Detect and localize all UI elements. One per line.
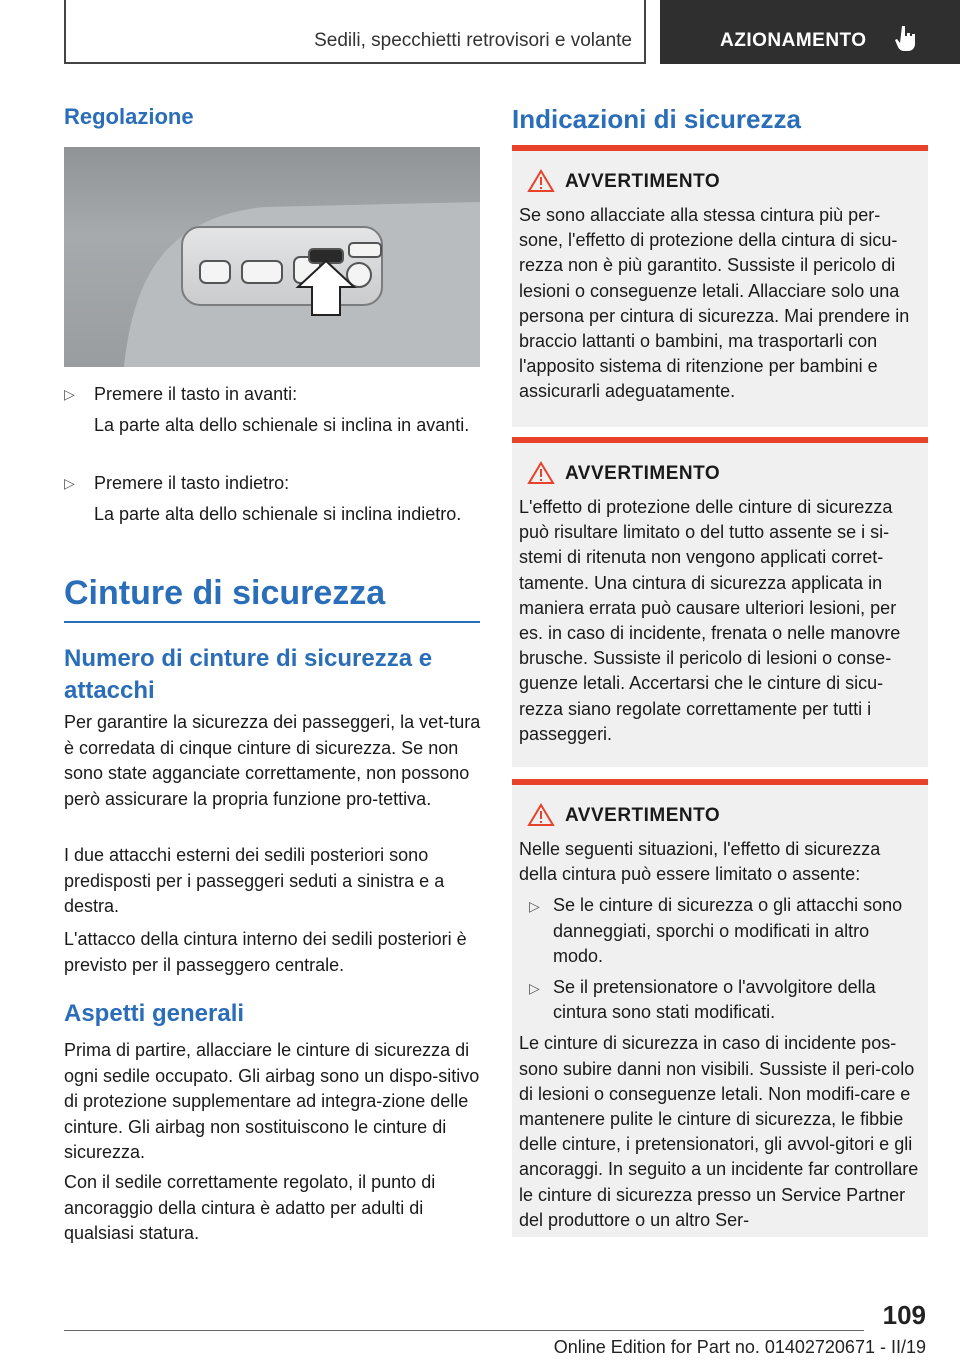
section-title: Cinture di sicurezza [64,574,480,623]
page-number: 109 [882,1300,926,1330]
header-section-title: Sedili, specchietti retrovisori e volante [314,30,632,51]
list-item [519,893,921,969]
list-item [64,470,480,496]
bullet-text: Se il pretensionatore o l'avvolgitore della cintura sono stati modificati. [553,977,876,1023]
warning-triangle-icon [527,169,555,193]
warning-text: Se sono allacciate alla stessa cintura più per-sone, l'effetto di protezione della cintura di sicu-rezza non è più garantito. Sussiste il pericolo di lesioni o conseguenze letali. Allacciare solo una persona per cintura di sicurezza. Mai prendere in braccio lattanti o bambini, ma trasportarli con l'apposito sistema di ritenzione per bambini e assicurarli adeguatamente. [519,205,910,402]
triangle-bullet-icon: ▷ [529,980,540,997]
header-chapter-label: AZIONAMENTO [720,30,867,51]
paragraph: Prima di partire, allacciare le cinture di sicurezza di ogni sedile occupato. Gli airbag sono un dispo-sitivo di protezione supplementare ad integra-zione delle cinture. Gli airbag non sostituiscono le cinture di sicurezza. [64,1040,480,1162]
bullet-label: Premere il tasto indietro: [94,473,290,493]
regolazione-heading: Regolazione [64,104,194,129]
warning-triangle-icon [527,461,555,485]
warning-label: AVVERTIMENTO [565,171,721,192]
hand-pointer-icon [894,24,918,52]
triangle-bullet-icon: ▷ [529,898,540,915]
paragraph: L'attacco della cintura interno dei sedili posteriori è previsto per il passeggero centrale. [64,929,467,975]
triangle-bullet-icon: ▷ [64,475,75,491]
seat-controls-illustration [64,147,480,367]
numero-heading: Numero di cinture di sicurezza e attacchi [64,645,433,704]
footer-divider [64,1330,864,1331]
seat-adjust-photo [64,147,480,367]
triangle-bullet-icon: ▷ [64,386,75,402]
paragraph: Con il sedile correttamente regolato, il punto di ancoraggio della cintura è adatto per adulti di qualsiasi statura. [64,1172,436,1243]
list-item [64,381,480,407]
warning-label: AVVERTIMENTO [565,805,721,826]
warning-box [512,779,928,1237]
header-section-box [64,0,646,64]
warning-label: AVVERTIMENTO [565,463,721,484]
bullet-detail: La parte alta dello schienale si inclina indietro. [94,504,462,524]
warning-intro: Nelle seguenti situazioni, l'effetto di sicurezza della cintura può essere limitato o assente: [519,839,881,885]
aspetti-heading: Aspetti generali [64,1000,245,1027]
bullet-label: Premere il tasto in avanti: [94,384,298,404]
list-item [519,975,921,1025]
paragraph: I due attacchi esterni dei sedili posteriori sono predisposti per i passeggeri seduti a sinistra e a destra. [64,845,445,916]
warning-text: Le cinture di sicurezza in caso di incidente pos-sono subire danni non visibili. Sussiste il peri-colo di lesioni o conseguenze letali. Non modifi-care e mantenere pulite le cinture di sicurezza, le fibbie delle cinture, i pretensionatori, gli avvol-gitori e gli ancoraggi. In seguito a un incidente far controllare le cinture di sicurezza presso un Service Partner del produttore o un altro Ser- [519,1033,919,1230]
warning-text: L'effetto di protezione delle cinture di sicurezza può risultare limitato o del tutto assente se i si-stemi di ritenuta non vengono applicati corret-tamente. Una cintura di sicurezza applicata in maniera errata può causare ulteriori lesioni, per es. in caso di incidente, frenata o nelle manovre brusche. Sussiste il pericolo di lesioni o conse-guenze letali. Accertarsi che le cinture di sicu-rezza siano regolate correttamente per tutti i passeggeri. [519,497,901,744]
bullet-detail: La parte alta dello schienale si inclina in avanti. [94,415,470,435]
footer-edition: Online Edition for Part no. 01402720671 - II/19 [553,1337,926,1357]
header-chapter-tab [660,0,960,64]
paragraph: Per garantire la sicurezza dei passeggeri, la vet-tura è corredata di cinque cinture di sicurezza. Se non sono state agganciate correttamente, non possono però assicurare la propria funzione pro-tettiva. [64,712,481,809]
safety-heading: Indicazioni di sicurezza [512,104,801,134]
warning-box [512,145,928,427]
bullet-text: Se le cinture di sicurezza o gli attacchi sono danneggiati, sporchi o modificati in altro modo. [553,895,903,966]
warning-triangle-icon [527,803,555,827]
warning-box [512,437,928,767]
